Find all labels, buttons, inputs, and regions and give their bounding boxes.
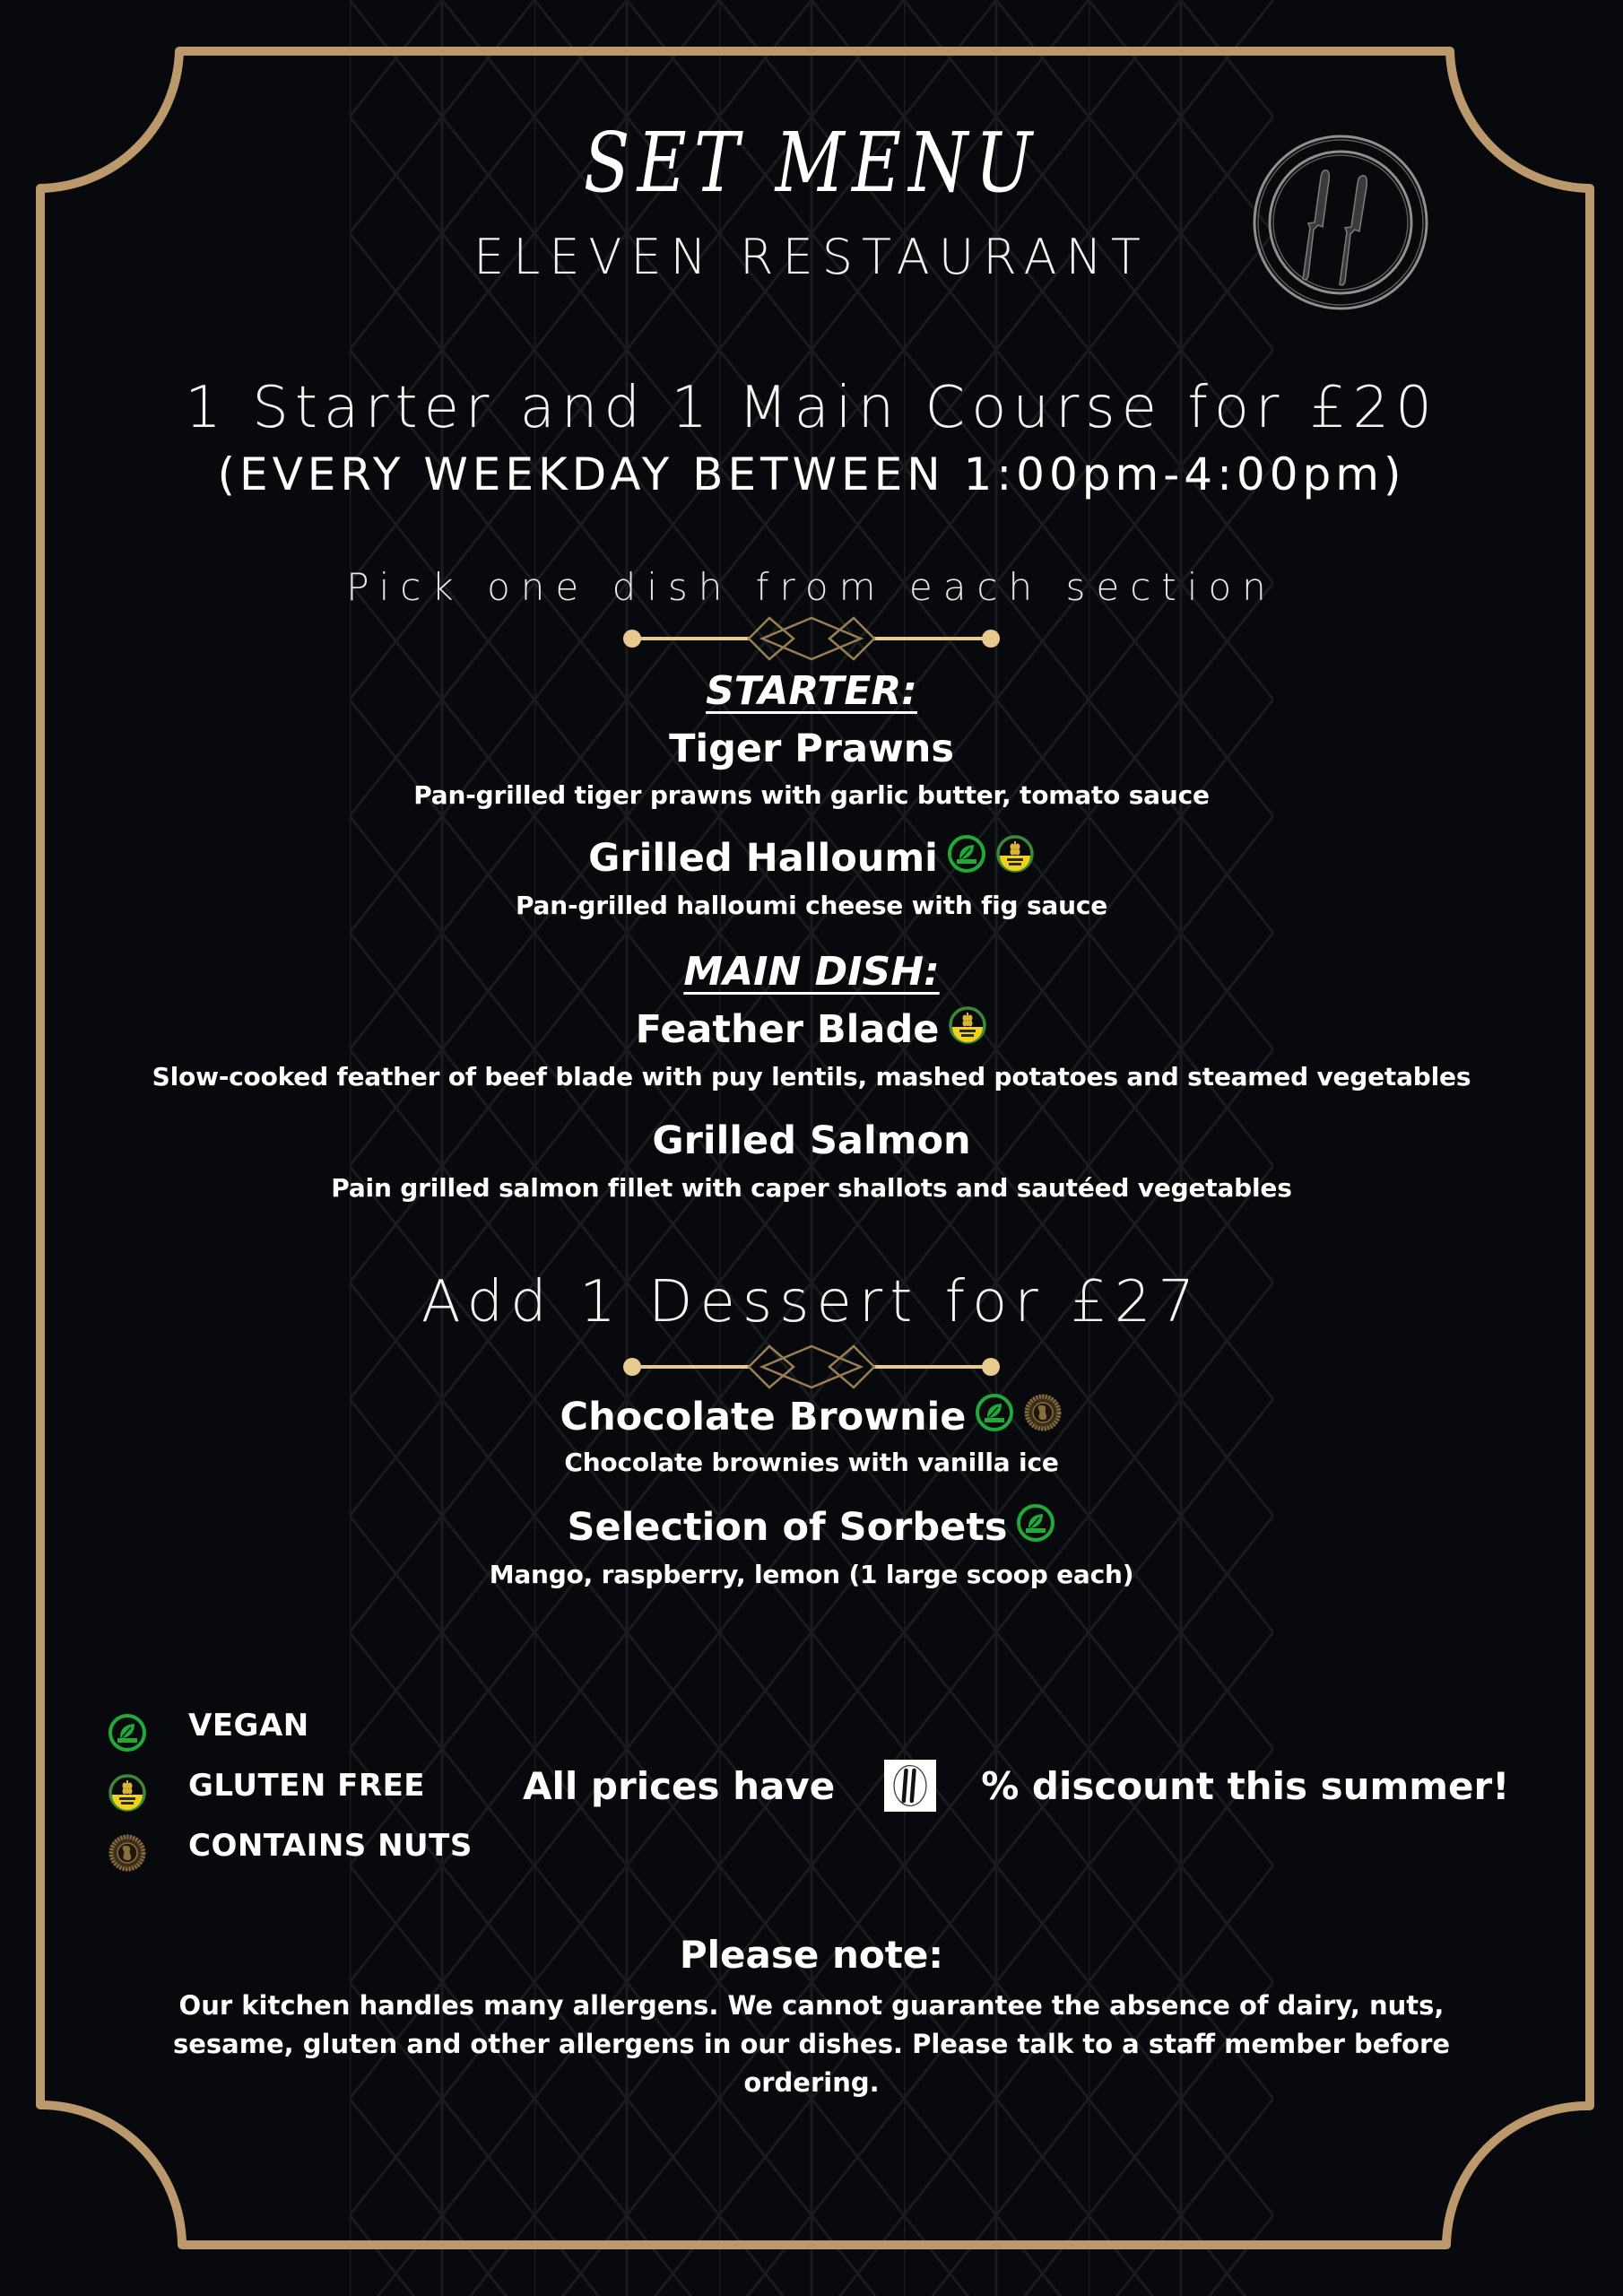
contains-nuts-icon bbox=[108, 1833, 147, 1873]
section-heading-main: MAIN DISH: bbox=[683, 949, 940, 995]
dish-description: Slow-cooked feather of beef blade with puy lentils, mashed potatoes and steamed vegetables bbox=[152, 1062, 1471, 1091]
legend-label: CONTAINS NUTS bbox=[188, 1827, 473, 1864]
discount-suffix: % discount this summer! bbox=[981, 1763, 1510, 1808]
legend-label: VEGAN bbox=[188, 1707, 309, 1744]
dish-description: Chocolate brownies with vanilla ice bbox=[564, 1448, 1059, 1477]
legend-item-gluten-free bbox=[108, 1755, 473, 1815]
knives-plate-logo-icon bbox=[1251, 133, 1430, 312]
gluten-free-icon bbox=[108, 1773, 147, 1813]
dish-name: Tiger Prawns bbox=[669, 726, 954, 771]
pick-instruction: Pick one dish from each section bbox=[346, 565, 1277, 609]
set-menu-offer: 1 Starter and 1 Main Course for £20 bbox=[185, 375, 1438, 441]
legend-label: GLUTEN FREE bbox=[188, 1767, 426, 1804]
vegan-icon bbox=[108, 1713, 147, 1752]
contains-nuts-icon bbox=[1023, 1393, 1063, 1432]
dish-name: Feather Blade bbox=[0, 1007, 1623, 1052]
vegan-icon bbox=[1016, 1503, 1055, 1543]
ornament-divider bbox=[623, 1344, 1000, 1389]
gluten-free-icon bbox=[948, 1005, 987, 1045]
restaurant-name: ELEVEN RESTAURANT bbox=[473, 229, 1150, 285]
allergen-note: Our kitchen handles many allergens. We cannot guarantee the absence of dairy, nuts, sesame, gluten and other allergens in our dishes. Please talk to a staff member before ordering. bbox=[172, 1990, 1450, 2098]
legend-item-contains-nuts bbox=[108, 1815, 473, 1875]
ornament-divider bbox=[623, 616, 1000, 661]
dessert-offer: Add 1 Dessert for £27 bbox=[421, 1269, 1202, 1335]
discount-banner bbox=[523, 1760, 1509, 1812]
menu-title: SET MENU bbox=[583, 115, 1040, 211]
discount-logo-icon bbox=[884, 1760, 936, 1812]
dietary-legend bbox=[108, 1695, 473, 1875]
note-title: Please note: bbox=[679, 1933, 944, 1977]
dish-name: Chocolate Brownie bbox=[0, 1395, 1623, 1439]
dish-name: Selection of Sorbets bbox=[0, 1505, 1623, 1550]
discount-prefix: All prices have bbox=[523, 1763, 836, 1808]
offer-hours: (EVERY WEEKDAY BETWEEN 1:00pm-4:00pm) bbox=[217, 448, 1406, 500]
vegan-icon bbox=[947, 834, 986, 874]
dish-description: Pan-grilled halloumi cheese with fig sauce bbox=[515, 891, 1108, 920]
dish-description: Pain grilled salmon fillet with caper shallots and sautéed vegetables bbox=[331, 1173, 1292, 1203]
dish-name: Grilled Halloumi bbox=[0, 836, 1623, 881]
gluten-free-icon bbox=[995, 834, 1035, 874]
section-heading-starter: STARTER: bbox=[706, 668, 917, 714]
dish-description: Mango, raspberry, lemon (1 large scoop each) bbox=[489, 1560, 1134, 1589]
legend-item-vegan bbox=[108, 1695, 473, 1755]
dish-name: Grilled Salmon bbox=[652, 1118, 971, 1163]
vegan-icon bbox=[975, 1393, 1014, 1432]
dish-description: Pan-grilled tiger prawns with garlic butter, tomato sauce bbox=[413, 780, 1210, 810]
